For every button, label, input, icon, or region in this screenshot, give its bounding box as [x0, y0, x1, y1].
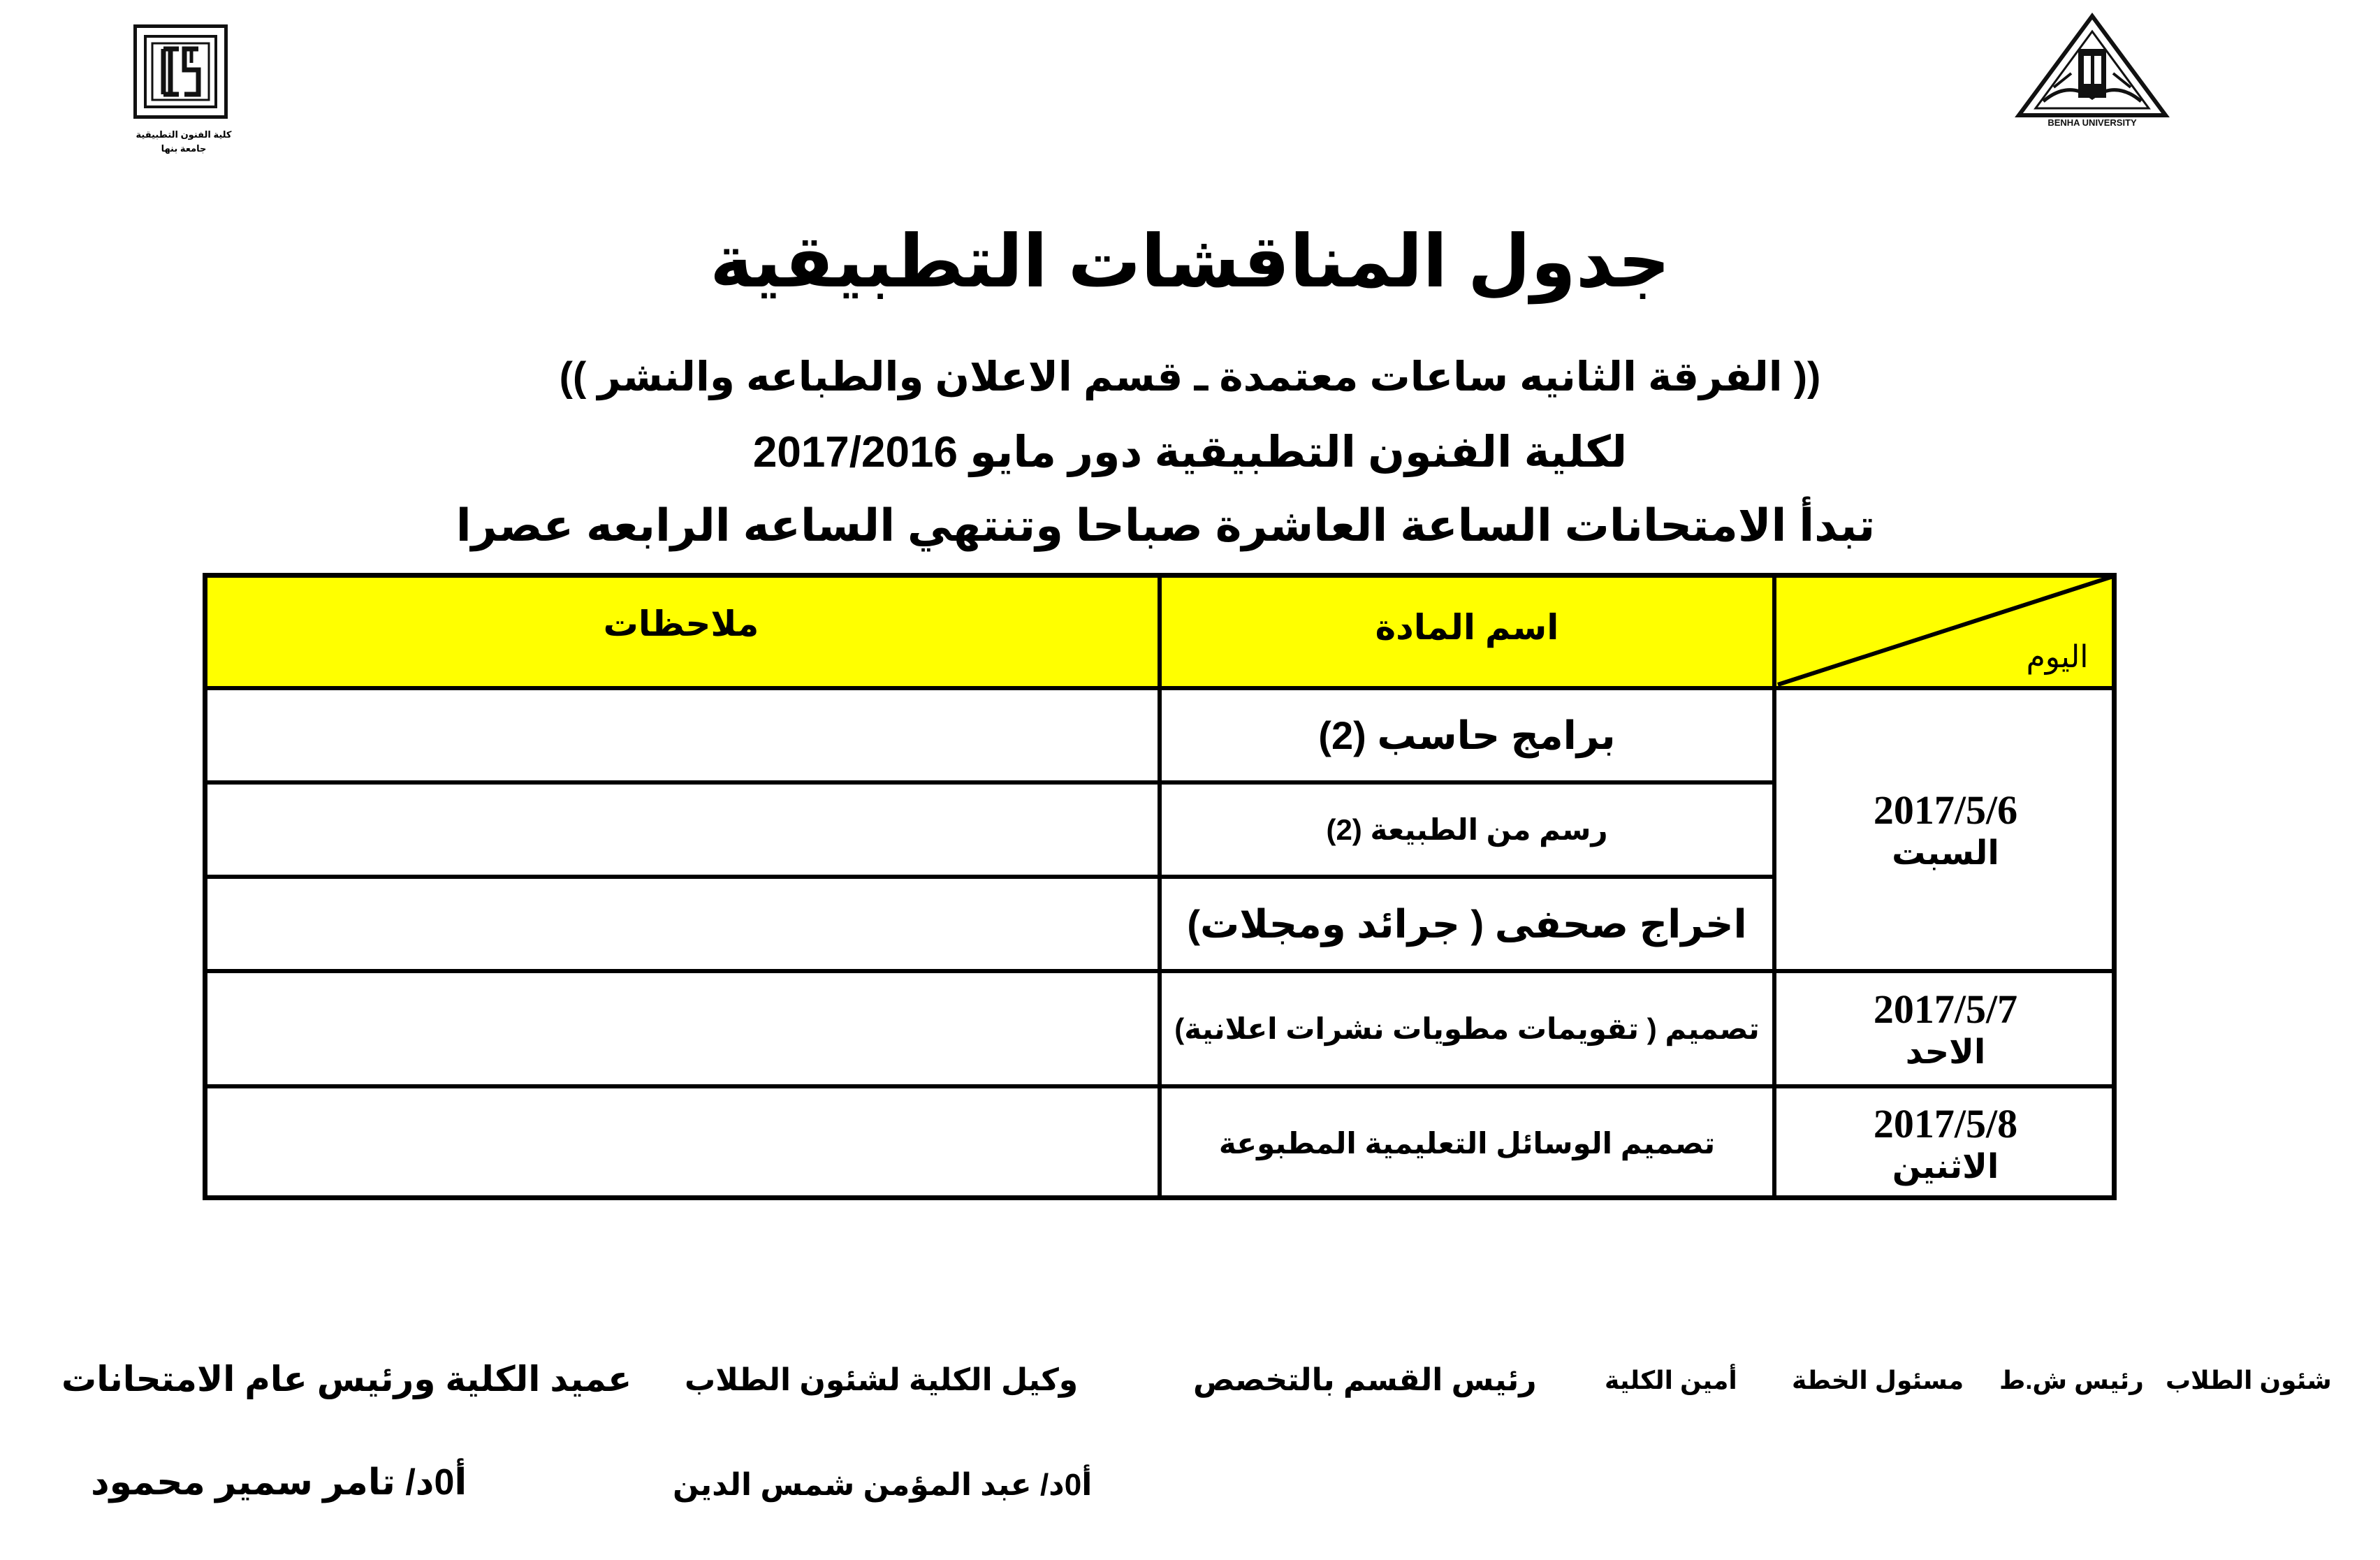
- signature-faculty-secretary: أمين الكلية: [1605, 1366, 1737, 1394]
- dean-name: أ0د/ تامر سمير محمود: [91, 1462, 467, 1503]
- grid-line: [203, 1084, 2117, 1088]
- vice-dean-name: أ0د/ عبد المؤمن شمس الدين: [673, 1468, 1093, 1502]
- signature-students-affairs-head: رئيس ش.ط: [1999, 1366, 2144, 1394]
- exam-hours-note: تبدأ الامتحانات الساعة العاشرة صباحا وتنتهي الساعه الرابعه عصرا: [455, 500, 1876, 551]
- faculty-logo: [128, 24, 247, 154]
- day-cell-sunday: [1774, 971, 2117, 1086]
- subject-cell: اخراج صحفى ( جرائد ومجلات): [1187, 901, 1747, 946]
- signature-dean: عميد الكلية ورئيس عام الامتحانات: [61, 1359, 632, 1399]
- grid-line: [1158, 573, 1162, 1200]
- subject-cell: تصميم ( تقويمات مطويات نشرات اعلانية): [1174, 1012, 1760, 1045]
- notes-cell: [203, 971, 1160, 1086]
- header-notes: ملاحظات: [603, 604, 759, 643]
- day-date: 2017/5/8: [1873, 1101, 2018, 1146]
- header-day: اليوم: [2026, 639, 2089, 674]
- subject-cell: رسم من الطبيعة (2): [1326, 813, 1608, 846]
- signature-department-head: رئيس القسم بالتخصص: [1193, 1363, 1537, 1397]
- notes-cell: [203, 877, 1160, 971]
- day-cell-monday: [1774, 1086, 2117, 1200]
- day-date: 2017/5/6: [1873, 787, 2018, 833]
- notes-cell: [203, 782, 1160, 877]
- faculty-logo-emblem: [133, 24, 228, 119]
- grid-line: [203, 686, 2117, 690]
- day-name: السبت: [1892, 835, 1999, 872]
- grid-line: [203, 969, 2117, 973]
- signature-students-affairs: شئون الطلاب: [2166, 1366, 2332, 1394]
- signature-vice-dean: وكيل الكلية لشئون الطلاب: [685, 1363, 1079, 1397]
- day-name: الاحد: [1905, 1034, 1986, 1071]
- session-subtitle: لكلية الفنون التطبيقية دور مايو 2017/2016: [752, 428, 1628, 476]
- benha-university-logo: [2012, 10, 2173, 129]
- header-subject: اسم المادة: [1375, 607, 1559, 647]
- header-diagonal: [1774, 573, 2117, 688]
- subject-cell: تصميم الوسائل التعليمية المطبوعة: [1218, 1127, 1716, 1160]
- day-date: 2017/5/7: [1873, 986, 2018, 1032]
- day-cell-saturday: [1774, 688, 2117, 971]
- subject-cell: برامج حاسب (2): [1318, 713, 1616, 757]
- university-logo-caption: جامعة بنها: [161, 143, 207, 154]
- schedule-table: [203, 573, 2117, 1200]
- notes-cell: [203, 1086, 1160, 1200]
- signature-plan-officer: مسئول الخطة: [1792, 1366, 1964, 1394]
- svg-text:BENHA UNIVERSITY: BENHA UNIVERSITY: [2047, 117, 2137, 128]
- grid-line: [203, 875, 1774, 879]
- page-title: جدول المناقشات التطبيقية: [710, 221, 1670, 302]
- day-name: الاثنين: [1892, 1149, 1999, 1186]
- grid-line: [1772, 573, 1776, 1200]
- department-subtitle: (( الفرقة الثانيه ساعات معتمدة ـ قسم الاعلان والطباعه والنشر )): [559, 354, 1821, 400]
- notes-cell: [203, 688, 1160, 782]
- grid-line: [203, 780, 1774, 785]
- faculty-logo-caption: كلية الفنون التطبيقية: [136, 129, 232, 140]
